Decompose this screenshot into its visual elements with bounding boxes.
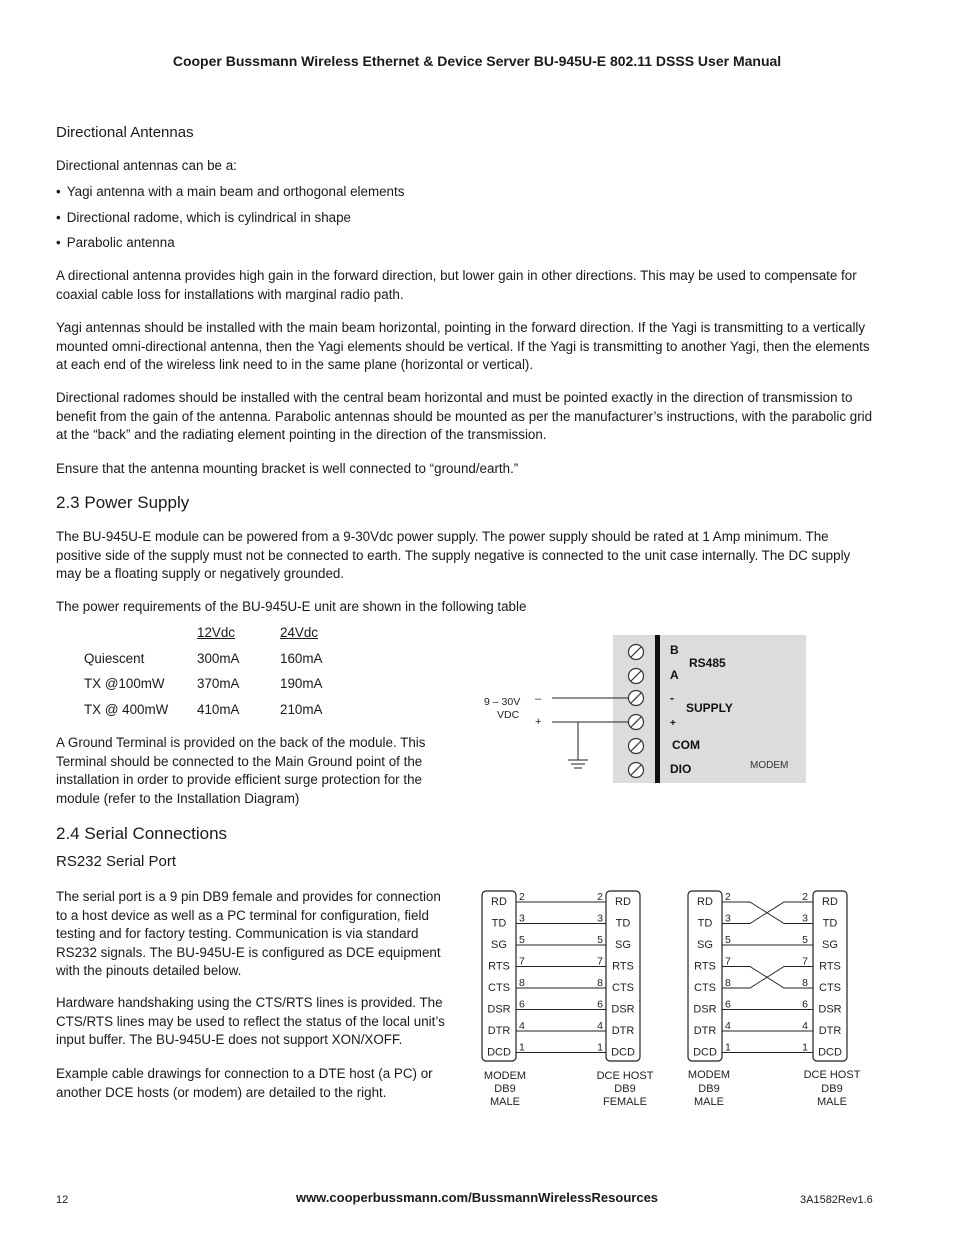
cable1-right-label-2: DB9	[614, 1083, 636, 1095]
cable-diagram-straight	[478, 888, 663, 1123]
bullet-yagi: • Yagi antenna with a main beam and orthogonal elements	[56, 183, 876, 202]
cable1-right-label-1: DCE HOST	[596, 1070, 654, 1082]
pin-number: 4	[519, 1020, 525, 1032]
signal-label-rd: RD	[615, 896, 631, 908]
signal-label-dsr: DSR	[611, 1003, 635, 1016]
supply-vdc-label: VDC	[497, 709, 520, 721]
pin-number: 3	[519, 912, 525, 925]
directional-p4: Ensure that the antenna mounting bracket is well connected to “ground/earth.”	[56, 461, 519, 476]
table-row	[84, 702, 340, 728]
pin-number: 8	[597, 977, 603, 989]
pin-number: 6	[802, 998, 808, 1011]
bullet-radome: • Directional radome, which is cylindrical in shape	[56, 209, 876, 228]
directional-p2: Yagi antennas should be installed with the main beam horizontal, pointing in the forward direction. If the Yagi is transmitting to a vertically mounted omni-directional antenna, then the Yagi elements should be vertical. If the Yagi is transmitting to another Yagi, then the elements at each end of the wireless link need to in the same plane (horizontal or vertical).	[56, 320, 870, 372]
signal-label-cts: CTS	[612, 982, 634, 994]
signal-label-rts: RTS	[694, 960, 716, 973]
signal-label-dcd: DCD	[818, 1046, 842, 1059]
directional-heading: Directional Antennas	[56, 124, 194, 141]
power-heading: 2.3 Power Supply	[56, 493, 190, 512]
signal-label-td: TD	[822, 917, 838, 930]
signal-label-dtr: DTR	[611, 1025, 635, 1037]
signal-label-td: TD	[697, 917, 713, 930]
table-cell: 300mA	[197, 650, 240, 666]
pin-number: 3	[725, 912, 731, 925]
terminal-label-supply: SUPPLY	[686, 701, 733, 715]
cable2-right-label-3: MALE	[817, 1096, 847, 1108]
serial-p1: The serial port is a 9 pin DB9 female and provides for connection to a host device as well as a PC terminal for configuration, field testing and for factory testing. Communication is via standard RS232 signals. The BU-945U-E is configured as DCE equipment with the pinouts detailed below.	[56, 889, 441, 978]
table-cell: 190mA	[280, 676, 323, 691]
pin-number: 5	[725, 934, 731, 946]
pin-number: 7	[725, 955, 731, 968]
power-table-header	[84, 625, 340, 651]
cable2-left-label-2: DB9	[698, 1083, 720, 1095]
table-header-cell: 24Vdc	[280, 625, 318, 640]
wire-cross-td	[722, 902, 813, 924]
pin-number: 2	[802, 891, 808, 903]
signal-label-rd: RD	[822, 896, 838, 908]
cable1-left-label-1: MODEM	[483, 1070, 527, 1082]
pin-number: 7	[597, 955, 603, 968]
cable2-right-label-1: DCE HOST	[803, 1069, 861, 1081]
table-row	[84, 651, 340, 677]
signal-label-dcd: DCD	[693, 1046, 717, 1059]
pin-number: 2	[597, 891, 603, 903]
power-terminal-diagram	[480, 630, 810, 790]
pin-number: 3	[802, 912, 808, 925]
power-p1: The BU-945U-E module can be powered from a 9-30Vdc power supply. The power supply should be rated at 1 Amp minimum. The positive side of the supply must not be connected to earth. The supply negative is connected to the unit case internally. The DC supply may be a floating supply or negatively grounded.	[56, 529, 851, 581]
terminal-label-b: B	[670, 643, 679, 657]
serial-heading: 2.4 Serial Connections	[56, 824, 228, 843]
signal-label-sg: SG	[615, 939, 631, 951]
footer-revision: 3A1582Rev1.6	[800, 1194, 873, 1206]
directional-intro: Directional antennas can be a:	[56, 158, 237, 173]
terminal-label-modem: MODEM	[750, 760, 789, 771]
pin-number: 6	[519, 998, 525, 1011]
pin-number: 1	[519, 1041, 525, 1054]
serial-subheading: RS232 Serial Port	[56, 853, 177, 870]
document-header: Cooper Bussmann Wireless Ethernet & Device Server BU-945U-E 802.11 DSSS User Manual	[172, 53, 782, 69]
pin-number: 7	[519, 955, 525, 968]
signal-label-dcd: DCD	[487, 1046, 511, 1059]
cable2-left-label-3: MALE	[694, 1096, 724, 1108]
serial-p3: Example cable drawings for connection to a DTE host (a PC) or another DCE hosts (or modem) are detailed to the right.	[56, 1066, 433, 1100]
table-cell: Quiescent	[84, 650, 145, 666]
cable1-right-label-3: FEMALE	[602, 1096, 648, 1108]
table-cell: 210mA	[280, 701, 323, 717]
pin-number: 8	[802, 977, 808, 989]
signal-label-dtr: DTR	[487, 1025, 511, 1037]
power-p2: The power requirements of the BU-945U-E unit are shown in the following table	[56, 599, 527, 614]
pin-number: 6	[597, 998, 603, 1011]
signal-label-sg: SG	[491, 939, 507, 951]
pin-number: 4	[725, 1020, 731, 1032]
pin-number: 5	[519, 934, 525, 946]
pin-number: 4	[597, 1020, 603, 1032]
directional-p3: Directional radomes should be installed with the central beam horizontal and must be pointed exactly in the direction of transmission to benefit from the gain of the antenna. Parabolic antennas should be mounted as per the manufacturer’s instructions, with the parabolic grid at the “back” and the radiating element pointing in the direction of the transmission.	[56, 390, 873, 442]
table-cell: TX @ 400mW	[84, 701, 169, 717]
cable1-left-label-2: DB9	[494, 1083, 516, 1095]
signal-label-dcd: DCD	[611, 1046, 635, 1059]
signal-label-dtr: DTR	[693, 1025, 717, 1037]
footer-url[interactable]: www.cooperbussmann.com/BussmannWirelessResources	[295, 1190, 659, 1205]
table-cell: 160mA	[280, 650, 323, 666]
terminal-label-dio: DIO	[670, 762, 692, 776]
page-number: 12	[56, 1194, 69, 1206]
terminal-block-bar	[655, 635, 660, 783]
signal-label-cts: CTS	[488, 982, 510, 994]
table-header-cell: 12Vdc	[197, 625, 235, 640]
pin-number: 2	[519, 891, 525, 903]
signal-label-td: TD	[491, 917, 507, 930]
signal-label-sg: SG	[822, 939, 838, 951]
signal-label-rts: RTS	[612, 960, 634, 973]
signal-label-rd: RD	[491, 896, 507, 908]
signal-label-rts: RTS	[488, 960, 510, 973]
signal-label-td: TD	[615, 917, 631, 930]
signal-label-rts: RTS	[819, 960, 841, 973]
table-cell: 410mA	[197, 701, 240, 717]
pin-number: 7	[802, 955, 808, 968]
pin-number: 5	[597, 934, 603, 946]
cable2-right-label-2: DB9	[821, 1083, 843, 1095]
table-row	[84, 676, 340, 702]
cable2-left-label-1: MODEM	[687, 1069, 731, 1081]
pin-number: 8	[725, 977, 731, 989]
pin-number: 4	[802, 1020, 808, 1032]
power-p3: A Ground Terminal is provided on the back of the module. This Terminal should be connected to the Main Ground point of the installation in order to provide efficient surge protection for the module (refer to the Installation Diagram)	[56, 735, 426, 806]
signal-label-sg: SG	[697, 939, 713, 951]
terminal-label-plus: +	[670, 718, 676, 729]
pin-number: 1	[725, 1041, 731, 1054]
pin-number: 1	[597, 1041, 603, 1054]
bullet-parabolic: • Parabolic antenna	[56, 234, 876, 253]
terminal-label-rs485: RS485	[689, 656, 726, 670]
pin-number: 3	[597, 912, 603, 925]
cable-diagram-crossover	[684, 888, 869, 1123]
signal-label-dsr: DSR	[818, 1003, 842, 1016]
terminal-label-a: A	[670, 668, 679, 682]
terminal-label-com: COM	[672, 738, 700, 752]
signal-label-dtr: DTR	[818, 1025, 842, 1037]
signal-label-dsr: DSR	[693, 1003, 717, 1016]
pin-number: 5	[802, 934, 808, 946]
table-cell: 370mA	[197, 676, 240, 691]
terminal-label-minus: -	[670, 691, 674, 705]
pin-number: 6	[725, 998, 731, 1011]
signal-label-cts: CTS	[694, 982, 716, 994]
power-table	[84, 625, 340, 727]
pin-number: 8	[519, 977, 525, 989]
table-cell: TX @100mW	[84, 676, 165, 691]
supply-voltage-label: 9 – 30V	[484, 696, 521, 708]
serial-p2: Hardware handshaking using the CTS/RTS lines is provided. The CTS/RTS lines may be used to reflect the status of the local unit’s input buffer. The BU-945U-E does not support XON/XOFF.	[56, 995, 445, 1047]
signal-label-cts: CTS	[819, 982, 841, 994]
signal-label-rd: RD	[697, 896, 713, 908]
supply-minus-label: –	[535, 693, 542, 705]
wire-cross-cts	[722, 967, 813, 989]
pin-number: 1	[802, 1041, 808, 1054]
table-header-cell	[84, 625, 197, 651]
pin-number: 2	[725, 891, 731, 903]
directional-p1: A directional antenna provides high gain in the forward direction, but lower gain in other directions. This may be used to compensate for coaxial cable loss for installations with marginal radio path.	[56, 268, 857, 302]
supply-plus-label: +	[535, 716, 542, 728]
cable1-left-label-3: MALE	[490, 1096, 520, 1108]
signal-label-dsr: DSR	[487, 1003, 511, 1016]
